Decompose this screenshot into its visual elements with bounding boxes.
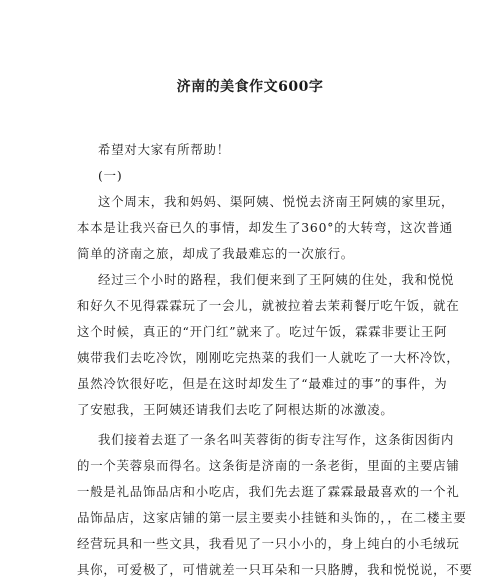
text-line: 这个时候，真正的“开门红”就来了。吃过午饭，霖霖非要让王阿 <box>77 324 448 339</box>
text-line: 的一个芙蓉泉而得名。这条街是济南的一条老街，里面的主要店铺 <box>77 458 460 473</box>
text-line: 品饰品店，这家店铺的第一层主要卖小挂链和头饰的，，在二楼主要 <box>77 510 467 525</box>
text-line: 虽然冷饮很好吃，但是在这时却发生了“最难过的事”的事件，为 <box>77 376 448 391</box>
text-line: 经营玩具和一些文具，我看见了一只小小的，身上纯白的小毛绒玩 <box>77 536 460 551</box>
text-line: 本本是让我兴奋已久的事情，却发生了360°的大转弯，这次普通 <box>77 220 454 235</box>
text-line: 和好久不见得霖霖玩了一会儿，就被拉着去茉莉餐厅吃午饭，就在 <box>77 298 460 313</box>
text-line: 经过三个小时的路程，我们便来到了王阿姨的住处，我和悦悦 <box>98 272 455 287</box>
document-title: 济南的美食作文600字 <box>176 79 324 95</box>
text-line: 了安慰我，王阿姨还请我们去吃了阿根达斯的冰激凌。 <box>77 402 394 417</box>
text-line: (一) <box>98 168 123 183</box>
text-line: 具你，可爱极了，可惜就差一只耳朵和一只胳膊，我和悦悦说，不要 <box>77 562 473 577</box>
text-line: 姨带我们去吃冷饮，刚刚吃完热菜的我们一人就吃了一大杯冷饮， <box>77 350 460 365</box>
text-line: 一般是礼品饰品店和小吃店，我们先去逛了霖霖最最喜欢的一个礼 <box>77 484 460 499</box>
text-line: 这个周末，我和妈妈、渠阿姨、悦悦去济南王阿姨的家里玩， <box>98 194 455 209</box>
text-line: 希望对大家有所帮助！ <box>98 142 230 157</box>
text-line: 我们接着去逛了一条名叫芙蓉街的街专注写作，这条街因街内 <box>98 432 455 447</box>
text-line: 简单的济南之旅，却成了我最难忘的一次旅行。 <box>77 246 355 261</box>
